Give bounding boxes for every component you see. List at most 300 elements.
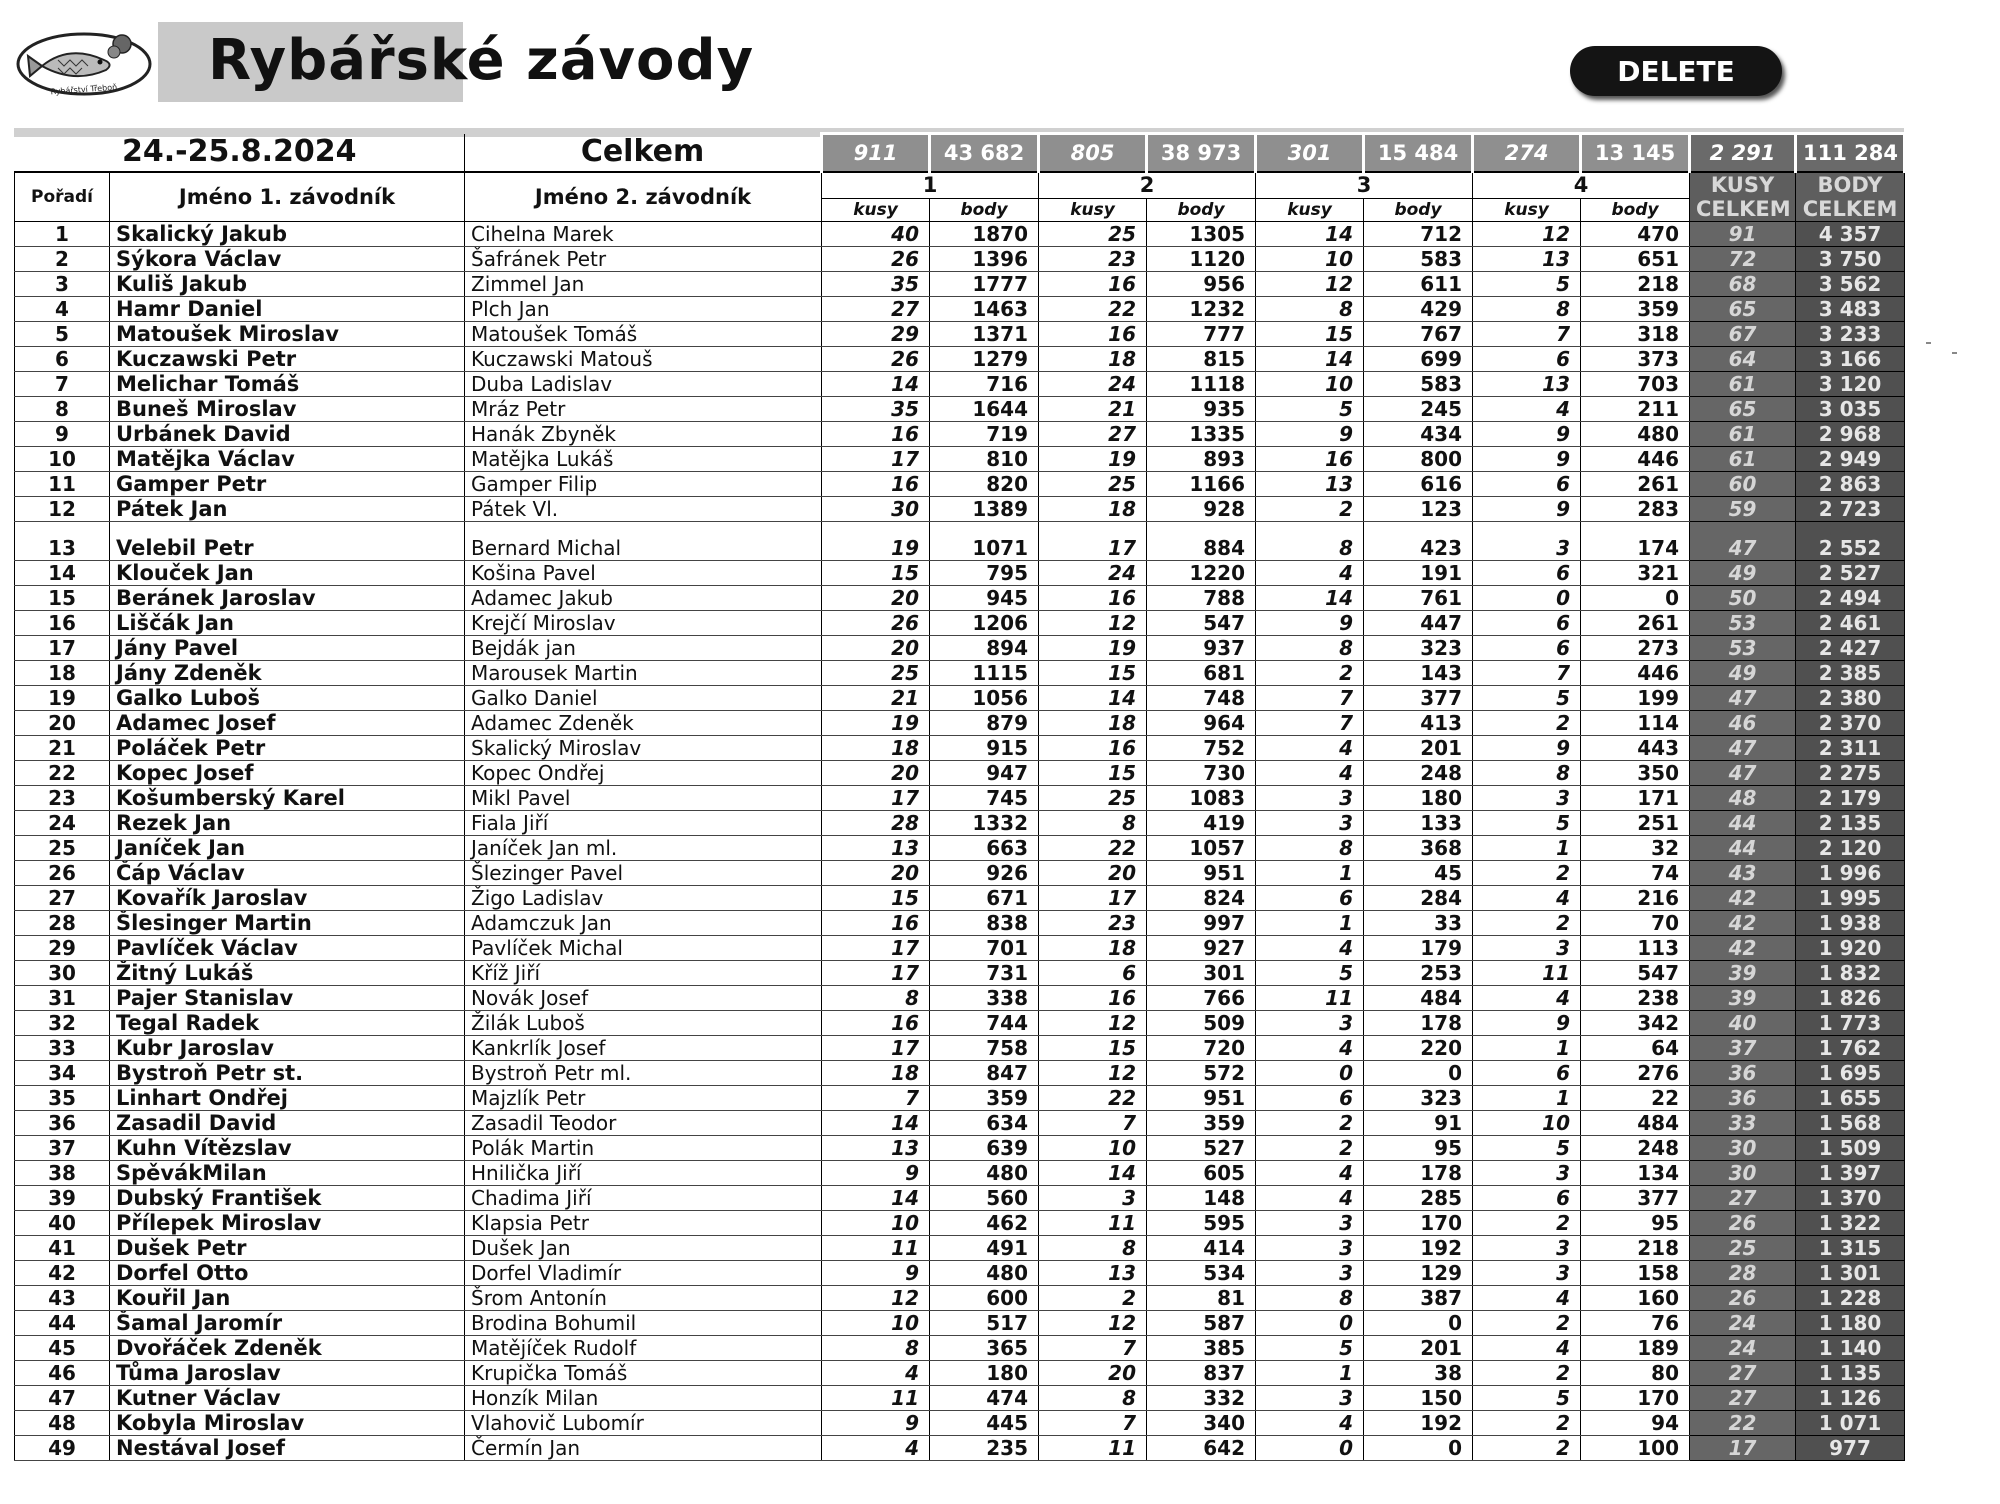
kusy-celkem-cell: 47 [1690,736,1796,761]
table-row [15,1436,1905,1461]
kusy-celkem-cell: 40 [1690,1011,1796,1036]
kusy-3-cell: 14 [1256,586,1364,611]
table-row [15,736,1905,761]
kusy-2-cell: 6 [1039,961,1147,986]
rank-cell: 10 [15,447,110,472]
kusy-1-cell: 16 [822,1011,930,1036]
name2-cell: Šafránek Petr [465,247,822,272]
kusy-1-cell: 14 [822,1111,930,1136]
body-1-cell: 847 [930,1061,1039,1086]
body-celkem-cell: 1 826 [1796,986,1905,1011]
body-4-cell: 80 [1581,1361,1690,1386]
name2-cell: Dorfel Vladimír [465,1261,822,1286]
body-2-cell: 1057 [1147,836,1256,861]
kusy-4-cell: 3 [1473,1261,1581,1286]
col-kusy: kusy [822,198,930,221]
kusy-celkem-cell: 65 [1690,397,1796,422]
body-celkem-cell: 2 527 [1796,561,1905,586]
name1-cell: Skalický Jakub [110,222,465,247]
name1-cell: Buneš Miroslav [110,397,465,422]
kusy-2-cell: 15 [1039,1036,1147,1061]
kusy-3-cell: 12 [1256,272,1364,297]
kusy-2-cell: 18 [1039,497,1147,522]
kusy-2-cell: 25 [1039,222,1147,247]
kusy-3-cell: 4 [1256,736,1364,761]
table-row [15,347,1905,372]
body-3-cell: 95 [1364,1136,1473,1161]
body-1-cell: 1071 [930,522,1039,561]
body-3-cell: 248 [1364,761,1473,786]
table-row [15,986,1905,1011]
kusy-3-cell: 4 [1256,1411,1364,1436]
name2-cell: Vlahovič Lubomír [465,1411,822,1436]
name1-cell: Kopec Josef [110,761,465,786]
total-body-2: 38 973 [1147,134,1256,173]
table-row [15,1086,1905,1111]
body-celkem-cell: 1 832 [1796,961,1905,986]
kusy-1-cell: 13 [822,836,930,861]
body-2-cell: 419 [1147,811,1256,836]
kusy-2-cell: 15 [1039,661,1147,686]
name1-cell: Kobyla Miroslav [110,1411,465,1436]
body-2-cell: 301 [1147,961,1256,986]
name2-cell: Hanák Zbyněk [465,422,822,447]
body-3-cell: 712 [1364,222,1473,247]
kusy-4-cell: 3 [1473,1161,1581,1186]
kusy-celkem-cell: 26 [1690,1286,1796,1311]
kusy-celkem-cell: 28 [1690,1261,1796,1286]
kusy-4-cell: 5 [1473,1386,1581,1411]
kusy-2-cell: 18 [1039,347,1147,372]
kusy-4-cell: 6 [1473,611,1581,636]
kusy-4-cell: 2 [1473,1436,1581,1461]
rank-cell: 22 [15,761,110,786]
body-celkem-cell: 2 968 [1796,422,1905,447]
body-4-cell: 261 [1581,611,1690,636]
body-4-cell: 350 [1581,761,1690,786]
body-2-cell: 766 [1147,986,1256,1011]
body-1-cell: 491 [930,1236,1039,1261]
rank-cell: 29 [15,936,110,961]
body-3-cell: 368 [1364,836,1473,861]
total-body-3: 15 484 [1364,134,1473,173]
kusy-4-cell: 2 [1473,1211,1581,1236]
name2-cell: Novák Josef [465,986,822,1011]
body-celkem-cell: 3 750 [1796,247,1905,272]
body-3-cell: 377 [1364,686,1473,711]
name2-cell: Kuczawski Matouš [465,347,822,372]
kusy-4-cell: 2 [1473,861,1581,886]
table-row [15,811,1905,836]
kusy-celkem-cell: 24 [1690,1336,1796,1361]
kusy-4-cell: 4 [1473,986,1581,1011]
name2-cell: Matějka Lukáš [465,447,822,472]
name1-cell: Hamr Daniel [110,297,465,322]
name2-cell: Hnilička Jiří [465,1161,822,1186]
body-2-cell: 332 [1147,1386,1256,1411]
body-2-cell: 605 [1147,1161,1256,1186]
body-2-cell: 928 [1147,497,1256,522]
kusy-4-cell: 9 [1473,497,1581,522]
name1-cell: Kutner Václav [110,1386,465,1411]
kusy-1-cell: 16 [822,911,930,936]
name2-cell: Skalický Miroslav [465,736,822,761]
rank-cell: 1 [15,222,110,247]
name1-cell: Linhart Ondřej [110,1086,465,1111]
kusy-1-cell: 4 [822,1436,930,1461]
body-3-cell: 699 [1364,347,1473,372]
table-row [15,786,1905,811]
kusy-2-cell: 7 [1039,1336,1147,1361]
kusy-2-cell: 25 [1039,472,1147,497]
body-1-cell: 1644 [930,397,1039,422]
rank-cell: 33 [15,1036,110,1061]
kusy-2-cell: 7 [1039,1411,1147,1436]
kusy-celkem-cell: 47 [1690,522,1796,561]
rank-cell: 38 [15,1161,110,1186]
rank-cell: 43 [15,1286,110,1311]
kusy-2-cell: 11 [1039,1436,1147,1461]
body-2-cell: 534 [1147,1261,1256,1286]
body-celkem-cell: 2 380 [1796,686,1905,711]
kusy-1-cell: 11 [822,1236,930,1261]
kusy-2-cell: 7 [1039,1111,1147,1136]
rank-cell: 27 [15,886,110,911]
body-2-cell: 1083 [1147,786,1256,811]
kusy-celkem-cell: 67 [1690,322,1796,347]
name1-cell: Kubr Jaroslav [110,1036,465,1061]
kusy-2-cell: 12 [1039,1311,1147,1336]
body-2-cell: 1166 [1147,472,1256,497]
table-row [15,836,1905,861]
body-1-cell: 671 [930,886,1039,911]
body-celkem-cell: 2 275 [1796,761,1905,786]
body-1-cell: 945 [930,586,1039,611]
name2-cell: Kankrlík Josef [465,1036,822,1061]
rank-cell: 21 [15,736,110,761]
table-row [15,1411,1905,1436]
body-1-cell: 1371 [930,322,1039,347]
kusy-celkem-cell: 46 [1690,711,1796,736]
name1-cell: Gamper Petr [110,472,465,497]
kusy-3-cell: 5 [1256,961,1364,986]
rank-cell: 2 [15,247,110,272]
kusy-4-cell: 5 [1473,811,1581,836]
kusy-celkem-cell: 64 [1690,347,1796,372]
rank-cell: 48 [15,1411,110,1436]
rank-cell: 23 [15,786,110,811]
name2-cell: Mráz Petr [465,397,822,422]
body-celkem-cell: 1 135 [1796,1361,1905,1386]
kusy-celkem-cell: 49 [1690,661,1796,686]
kusy-3-cell: 3 [1256,1011,1364,1036]
kusy-4-cell: 11 [1473,961,1581,986]
body-1-cell: 517 [930,1311,1039,1336]
kusy-2-cell: 18 [1039,711,1147,736]
body-celkem-cell: 2 494 [1796,586,1905,611]
kusy-4-cell: 6 [1473,561,1581,586]
name2-cell: Čermín Jan [465,1436,822,1461]
kusy-3-cell: 4 [1256,1186,1364,1211]
body-3-cell: 611 [1364,272,1473,297]
kusy-3-cell: 14 [1256,347,1364,372]
table-row [15,1386,1905,1411]
body-1-cell: 1777 [930,272,1039,297]
body-4-cell: 171 [1581,786,1690,811]
kusy-3-cell: 7 [1256,711,1364,736]
kusy-2-cell: 23 [1039,911,1147,936]
body-4-cell: 547 [1581,961,1690,986]
kusy-2-cell: 16 [1039,272,1147,297]
body-1-cell: 180 [930,1361,1039,1386]
body-1-cell: 480 [930,1161,1039,1186]
name2-cell: Majzlík Petr [465,1086,822,1111]
table-row [15,1161,1905,1186]
kusy-2-cell: 17 [1039,886,1147,911]
kusy-1-cell: 20 [822,761,930,786]
kusy-celkem-cell: 61 [1690,372,1796,397]
kusy-3-cell: 8 [1256,636,1364,661]
kusy-4-cell: 7 [1473,661,1581,686]
body-4-cell: 261 [1581,472,1690,497]
body-celkem-cell: 2 863 [1796,472,1905,497]
kusy-celkem-cell: 26 [1690,1211,1796,1236]
body-3-cell: 484 [1364,986,1473,1011]
body-1-cell: 634 [930,1111,1039,1136]
kusy-2-cell: 22 [1039,297,1147,322]
kusy-3-cell: 4 [1256,761,1364,786]
col-body: body [1364,198,1473,221]
name1-cell: Galko Luboš [110,686,465,711]
kusy-celkem-cell: 48 [1690,786,1796,811]
kusy-1-cell: 20 [822,636,930,661]
name1-cell: Matoušek Miroslav [110,322,465,347]
body-3-cell: 220 [1364,1036,1473,1061]
body-3-cell: 761 [1364,586,1473,611]
kusy-2-cell: 16 [1039,586,1147,611]
table-row [15,861,1905,886]
body-celkem-cell: 1 126 [1796,1386,1905,1411]
name2-cell: Polák Martin [465,1136,822,1161]
kusy-4-cell: 6 [1473,636,1581,661]
body-celkem-cell: 2 461 [1796,611,1905,636]
body-3-cell: 423 [1364,522,1473,561]
name1-cell: Tůma Jaroslav [110,1361,465,1386]
body-3-cell: 178 [1364,1011,1473,1036]
body-1-cell: 663 [930,836,1039,861]
kusy-1-cell: 4 [822,1361,930,1386]
body-1-cell: 820 [930,472,1039,497]
kusy-3-cell: 3 [1256,1386,1364,1411]
body-2-cell: 951 [1147,861,1256,886]
kusy-4-cell: 4 [1473,1286,1581,1311]
body-3-cell: 0 [1364,1436,1473,1461]
body-4-cell: 484 [1581,1111,1690,1136]
body-3-cell: 583 [1364,372,1473,397]
kusy-1-cell: 7 [822,1086,930,1111]
body-celkem-cell: 1 071 [1796,1411,1905,1436]
body-1-cell: 365 [930,1336,1039,1361]
body-2-cell: 509 [1147,1011,1256,1036]
body-3-cell: 447 [1364,611,1473,636]
body-celkem-cell: 1 655 [1796,1086,1905,1111]
kusy-4-cell: 2 [1473,911,1581,936]
body-4-cell: 377 [1581,1186,1690,1211]
kusy-1-cell: 26 [822,347,930,372]
col-round-3: 3 [1256,172,1473,198]
col-kusy: kusy [1256,198,1364,221]
body-4-cell: 216 [1581,886,1690,911]
kusy-2-cell: 18 [1039,936,1147,961]
kusy-1-cell: 12 [822,1286,930,1311]
kusy-3-cell: 8 [1256,1286,1364,1311]
kusy-3-cell: 3 [1256,786,1364,811]
kusy-celkem-cell: 42 [1690,936,1796,961]
rank-cell: 9 [15,422,110,447]
body-3-cell: 38 [1364,1361,1473,1386]
kusy-1-cell: 14 [822,1186,930,1211]
kusy-1-cell: 9 [822,1261,930,1286]
kusy-celkem-cell: 44 [1690,811,1796,836]
table-row [15,586,1905,611]
name1-cell: Adamec Josef [110,711,465,736]
name1-cell: Nestával Josef [110,1436,465,1461]
body-4-cell: 318 [1581,322,1690,347]
kusy-celkem-cell: 27 [1690,1361,1796,1386]
rank-cell: 19 [15,686,110,711]
kusy-2-cell: 21 [1039,397,1147,422]
kusy-4-cell: 2 [1473,711,1581,736]
kusy-4-cell: 8 [1473,297,1581,322]
name1-cell: Pavlíček Václav [110,936,465,961]
kusy-2-cell: 23 [1039,247,1147,272]
body-4-cell: 158 [1581,1261,1690,1286]
kusy-1-cell: 29 [822,322,930,347]
kusy-1-cell: 21 [822,686,930,711]
table-row [15,1036,1905,1061]
body-1-cell: 758 [930,1036,1039,1061]
kusy-1-cell: 35 [822,397,930,422]
kusy-3-cell: 4 [1256,561,1364,586]
table-row [15,222,1905,247]
body-2-cell: 748 [1147,686,1256,711]
kusy-celkem-cell: 49 [1690,561,1796,586]
body-celkem-cell: 977 [1796,1436,1905,1461]
kusy-4-cell: 3 [1473,1236,1581,1261]
kusy-2-cell: 22 [1039,1086,1147,1111]
name1-cell: Dušek Petr [110,1236,465,1261]
col-body: body [1147,198,1256,221]
kusy-1-cell: 16 [822,472,930,497]
rank-cell: 40 [15,1211,110,1236]
kusy-3-cell: 3 [1256,1211,1364,1236]
body-celkem-cell: 1 140 [1796,1336,1905,1361]
kusy-2-cell: 12 [1039,611,1147,636]
body-1-cell: 1056 [930,686,1039,711]
body-celkem-cell: 1 762 [1796,1036,1905,1061]
name2-cell: Matoušek Tomáš [465,322,822,347]
col-body: body [930,198,1039,221]
kusy-2-cell: 15 [1039,761,1147,786]
kusy-3-cell: 8 [1256,836,1364,861]
kusy-2-cell: 16 [1039,986,1147,1011]
kusy-2-cell: 14 [1039,686,1147,711]
kusy-3-cell: 5 [1256,397,1364,422]
body-4-cell: 113 [1581,936,1690,961]
rank-cell: 17 [15,636,110,661]
rank-cell: 5 [15,322,110,347]
kusy-2-cell: 19 [1039,447,1147,472]
total-body-1: 43 682 [930,134,1039,173]
name1-cell: Melichar Tomáš [110,372,465,397]
table-row [15,1236,1905,1261]
kusy-celkem-cell: 42 [1690,911,1796,936]
kusy-1-cell: 15 [822,886,930,911]
body-celkem-cell: 1 228 [1796,1286,1905,1311]
name1-cell: SpěvákMilan [110,1161,465,1186]
body-1-cell: 926 [930,861,1039,886]
body-3-cell: 284 [1364,886,1473,911]
kusy-1-cell: 35 [822,272,930,297]
col-jmeno2: Jméno 2. závodník [465,172,822,222]
body-celkem-cell: 1 322 [1796,1211,1905,1236]
delete-button[interactable]: DELETE [1570,46,1782,96]
table-row [15,761,1905,786]
col-kusy: kusy [1039,198,1147,221]
body-4-cell: 114 [1581,711,1690,736]
kusy-celkem-cell: 17 [1690,1436,1796,1461]
name2-cell: Cihelna Marek [465,222,822,247]
kusy-1-cell: 40 [822,222,930,247]
body-3-cell: 192 [1364,1411,1473,1436]
name1-cell: Poláček Petr [110,736,465,761]
body-4-cell: 70 [1581,911,1690,936]
body-4-cell: 74 [1581,861,1690,886]
kusy-3-cell: 6 [1256,1086,1364,1111]
name1-cell: Klouček Jan [110,561,465,586]
kusy-4-cell: 1 [1473,1086,1581,1111]
body-3-cell: 253 [1364,961,1473,986]
body-4-cell: 238 [1581,986,1690,1011]
kusy-1-cell: 8 [822,986,930,1011]
body-2-cell: 385 [1147,1336,1256,1361]
kusy-1-cell: 14 [822,372,930,397]
rank-cell: 47 [15,1386,110,1411]
kusy-4-cell: 4 [1473,1336,1581,1361]
body-celkem-cell: 2 949 [1796,447,1905,472]
kusy-4-cell: 13 [1473,372,1581,397]
body-celkem-cell: 1 920 [1796,936,1905,961]
col-round-1: 1 [822,172,1039,198]
name2-cell: Šrom Antonín [465,1286,822,1311]
body-2-cell: 595 [1147,1211,1256,1236]
kusy-3-cell: 8 [1256,297,1364,322]
kusy-2-cell: 12 [1039,1011,1147,1036]
name1-cell: Čáp Václav [110,861,465,886]
kusy-4-cell: 8 [1473,761,1581,786]
name1-cell: Sýkora Václav [110,247,465,272]
body-3-cell: 0 [1364,1061,1473,1086]
rank-cell: 15 [15,586,110,611]
body-3-cell: 323 [1364,636,1473,661]
body-3-cell: 179 [1364,936,1473,961]
table-row [15,636,1905,661]
body-3-cell: 413 [1364,711,1473,736]
kusy-3-cell: 0 [1256,1061,1364,1086]
body-4-cell: 95 [1581,1211,1690,1236]
table-row [15,936,1905,961]
body-celkem-cell: 2 552 [1796,522,1905,561]
